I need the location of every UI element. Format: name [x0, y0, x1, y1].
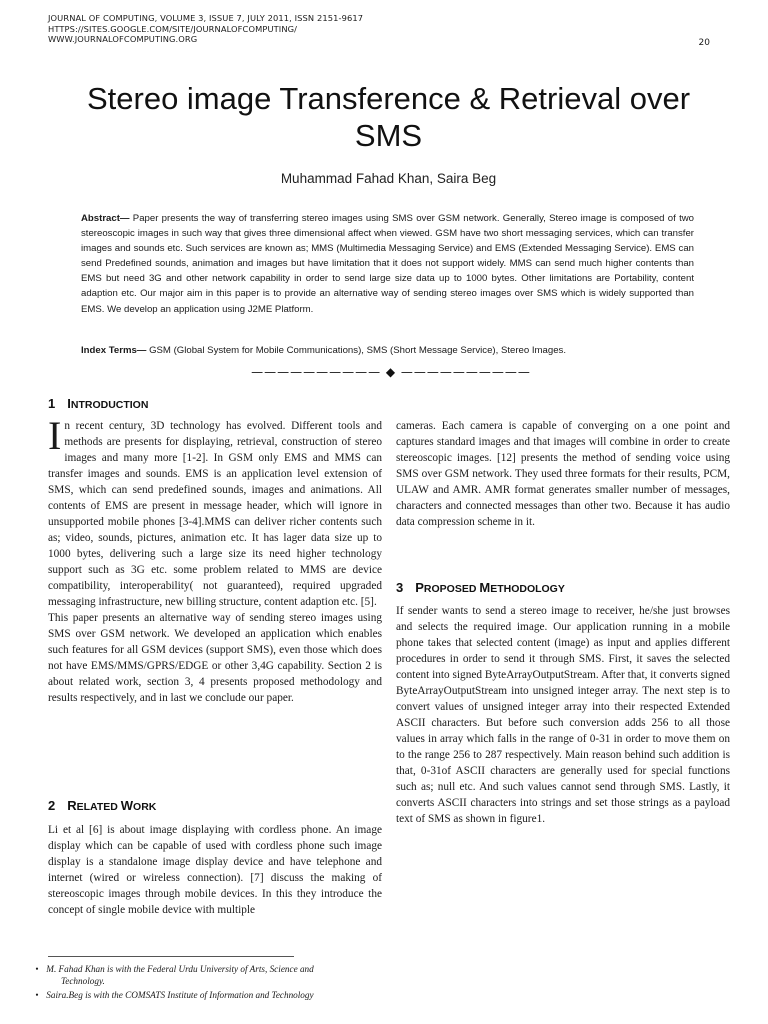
- footnote-1-line-1: M. Fahad Khan is with the Federal Urdu University of Arts, Science and: [46, 964, 314, 974]
- authors: Muhammad Fahad Khan, Saira Beg: [280, 171, 497, 186]
- section-number: 2: [48, 798, 56, 813]
- footnote-1-line-2: Technology.: [61, 975, 105, 986]
- abstract-label: Abstract—: [81, 213, 130, 224]
- section-title-initial: I: [67, 396, 71, 411]
- related-work-continuation: cameras. Each camera is capable of converging on a one point and captures standard images and that images will combine in order to create stereoscopic images. [12] presents the method of sending voice using SMS over GSM network. They used three formats for their results, PCM, ULAW and AMR. AMR format generates smaller number of messages, characters and connected messages than other two. Because it has audio data compression scheme in it.: [396, 420, 730, 528]
- section-separator: —————————— ◆ ——————————: [251, 365, 531, 379]
- journal-line-2: HTTPS://SITES.GOOGLE.COM/SITE/JOURNALOFCOMPUTING/: [48, 23, 298, 34]
- drop-cap: I: [48, 413, 62, 458]
- footnote-bullet: •: [35, 964, 39, 974]
- section-title-rest-2: ETHODOLOGY: [490, 583, 565, 595]
- section-heading-proposed-methodology: [396, 580, 565, 595]
- running-header: [48, 13, 363, 45]
- section-title-initial-2: M: [479, 580, 491, 595]
- index-terms: [81, 344, 694, 358]
- intro-paragraph-1: [48, 413, 382, 610]
- intro-paragraph-1-text: n recent century, 3D technology has evolved. Different tools and methods are presents for displaying, retrieval, construction of stereo images and many more [1-2]. In GSM only EMS and MMS can transfer images and sounds. EMS is an application level extension of SMS, which can send predefined sounds, images and animations. All contents of EMS are present in message header, which will ignore in unsupported mobile phones [3-4].MMS can deliver richer contents such as; video, sounds, pictures, animation etc. It has lager data size up to 1000 bytes, delivering such a large size its need higher technology support such as 3G etc. some problem related to MMS are device compatibility, interoperability( not guaranteed), required upgraded messaging infrastructure, new billing structure, content adaption etc. [5].: [48, 420, 382, 608]
- section-heading-related-work: [48, 798, 156, 813]
- journal-line-3: WWW.JOURNALOFCOMPUTING.ORG: [48, 34, 198, 45]
- abstract-text: Paper presents the way of transferring stereo images using SMS over GSM network. Generally, Stereo image is composed of two stereoscopic images in such way that gives three dimensional affect when viewed. GSM have two short messaging services, which can transfer images and sounds etc. Such services are known as; MMS (Multimedia Messaging Service) and EMS (Extended Messaging Service). EMS can send Predefined sounds, animation and images but have limitation that it does not support widely. MMS can send much higher contents than EMS but need 3G and other network capability in order to send large size data up to 1000 bytes. Other limitations are Portability, content adaption etc. Our major aim in this paper is to provide an alternative way of sending stereo images over SMS which is widely supported than EMS. We develop an application using J2ME Platform.: [81, 213, 694, 315]
- methodology-paragraph: If sender wants to send a stereo image to receiver, he/she just browses and selects the required image. Our application running in a mobile phone takes that selected content (image) as input and applies different procedures in order to send it through SMS. First, it saves the selected content into signed ByteArrayOutputStream. After that, it converts signed ByteArrayOutputStream into unsigned integer array. The next step is to convert values of unsigned integer array into their respected Extended ASCII characters. But before such conversion adds 256 to all those values in array which falls in the range of 0-31 in order to move them on to the range 256 to 287 respectively. Main reason behind such addition is that, 0-31of ASCII characters are generally used for special functions such as; null etc. And such values cannot send through SMS. Lastly, it converts ASCII characters into strings and set those strings as a payload text of SMS as shown in figure1.: [396, 605, 730, 825]
- footnote-rule: [48, 956, 294, 957]
- paper-title: [40, 80, 737, 154]
- section-title-rest: NTRODUCTION: [70, 399, 149, 411]
- section-number: 3: [396, 580, 404, 595]
- section-title-initial: P: [415, 580, 424, 595]
- journal-line-1: JOURNAL OF COMPUTING, VOLUME 3, ISSUE 7, JULY 2011, ISSN 2151-9617: [48, 13, 364, 23]
- page-number: 20: [698, 38, 710, 48]
- intro-paragraph-2: This paper presents an alternative way of sending stereo images using SMS over GSM network. We developed an application which enables such features for all GSM devices (support SMS), even those which does not have EMS/MMS/GPRS/EDGE or other 3,4G capability. Section 2 is about related work, section 3, 4 presents proposed methodology and results respectively, and in last we conclude our paper.: [48, 612, 382, 704]
- section-number: 1: [48, 396, 56, 411]
- abstract: [81, 211, 694, 317]
- section-title-rest-2: ORK: [133, 801, 157, 813]
- index-terms-text: GSM (Global System for Mobile Communications), SMS (Short Message Service), Stereo Images.: [146, 345, 567, 356]
- title-line-1: Stereo image Transference & Retrieval over: [86, 81, 691, 116]
- footnote-2-text: Saira.Beg is with the COMSATS Institute of Information and Technology: [46, 990, 314, 1000]
- section-heading-introduction: [48, 396, 148, 411]
- right-column: [396, 418, 730, 530]
- section-title-initial: R: [67, 798, 77, 813]
- title-line-2: SMS: [354, 118, 423, 153]
- related-work-body: [48, 822, 382, 918]
- section-title-initial-2: W: [120, 798, 134, 813]
- footnote-2: [30, 990, 390, 1002]
- section-title-rest: ELATED: [76, 801, 121, 813]
- related-work-paragraph: Li et al [6] is about image displaying with cordless phone. An image display which can be capable of used with cordless phone such image display is a standalone image display device and have telephone and internet (wired or wireless connection). [7] discuss the making of stereoscopic images through mobile devices. In this they introduce the concept of single mobile device with multiple: [48, 824, 382, 916]
- left-column: [48, 413, 382, 706]
- section-title-rest: ROPOSED: [423, 583, 480, 595]
- methodology-body: [396, 603, 730, 827]
- footnote-bullet: •: [35, 990, 39, 1000]
- index-terms-label: Index Terms—: [81, 345, 147, 356]
- footnote-1: [30, 964, 390, 987]
